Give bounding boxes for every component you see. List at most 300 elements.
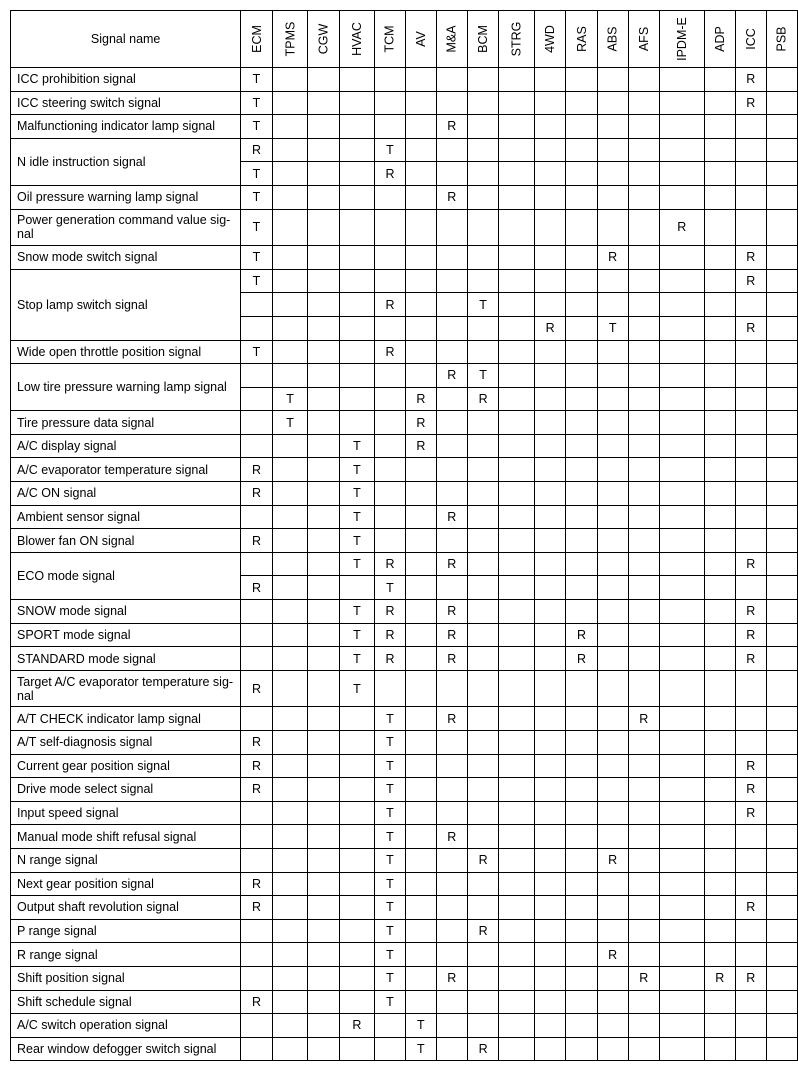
signal-value-cell: R: [735, 647, 766, 671]
signal-value-cell: [241, 364, 272, 388]
signal-value-cell: [628, 1014, 659, 1038]
signal-value-cell: [436, 340, 467, 364]
signal-value-cell: [628, 68, 659, 92]
signal-value-cell: [374, 68, 405, 92]
signal-value-cell: T: [374, 966, 405, 990]
signal-value-cell: [374, 458, 405, 482]
signal-value-cell: [766, 316, 797, 340]
signal-value-cell: [566, 966, 597, 990]
signal-value-cell: [499, 848, 535, 872]
column-header-label: AFS: [636, 26, 651, 52]
signal-value-cell: [499, 825, 535, 849]
signal-value-cell: [766, 246, 797, 270]
signal-value-cell: [628, 848, 659, 872]
signal-value-cell: [467, 670, 498, 707]
signal-value-cell: [704, 600, 735, 624]
table-row: [11, 1014, 798, 1038]
signal-value-cell: [535, 458, 566, 482]
signal-value-cell: [659, 707, 704, 731]
table-row: [11, 919, 798, 943]
signal-value-cell: [704, 411, 735, 435]
signal-value-cell: R: [467, 1037, 498, 1061]
signal-name-cell: Drive mode select signal: [11, 778, 241, 802]
signal-value-cell: [499, 1014, 535, 1038]
signal-value-cell: [597, 364, 628, 388]
signal-value-cell: [735, 707, 766, 731]
signal-value-cell: [628, 185, 659, 209]
signal-value-cell: [735, 919, 766, 943]
table-row: [11, 778, 798, 802]
signal-value-cell: R: [436, 623, 467, 647]
signal-value-cell: T: [597, 316, 628, 340]
signal-value-cell: [272, 623, 308, 647]
signal-value-cell: [374, 505, 405, 529]
signal-value-cell: [406, 576, 436, 600]
table-row: [11, 91, 798, 115]
signal-value-cell: [659, 316, 704, 340]
column-header-label: ECM: [249, 25, 264, 53]
table-row: [11, 68, 798, 92]
signal-value-cell: [659, 185, 704, 209]
signal-value-cell: R: [628, 966, 659, 990]
signal-value-cell: [535, 848, 566, 872]
signal-value-cell: [566, 600, 597, 624]
signal-value-cell: [735, 293, 766, 317]
signal-value-cell: T: [374, 990, 405, 1014]
signal-table-container: [10, 10, 798, 1061]
signal-value-cell: [659, 731, 704, 755]
signal-value-cell: [272, 1014, 308, 1038]
signal-value-cell: [308, 115, 340, 139]
signal-value-cell: [566, 505, 597, 529]
signal-value-cell: [659, 138, 704, 162]
signal-name-cell: ICC steering switch signal: [11, 91, 241, 115]
signal-value-cell: [374, 269, 405, 293]
signal-name-cell: Input speed signal: [11, 801, 241, 825]
signal-value-cell: [339, 209, 374, 246]
signal-value-cell: [467, 529, 498, 553]
signal-value-cell: [766, 293, 797, 317]
signal-name-cell: Rear window defogger switch signal: [11, 1037, 241, 1061]
signal-name-cell: N range signal: [11, 848, 241, 872]
signal-value-cell: [499, 209, 535, 246]
signal-value-cell: [704, 505, 735, 529]
signal-value-cell: [659, 966, 704, 990]
signal-value-cell: [766, 1037, 797, 1061]
signal-value-cell: [467, 411, 498, 435]
signal-value-cell: [436, 896, 467, 920]
signal-value-cell: [535, 505, 566, 529]
signal-value-cell: [499, 670, 535, 707]
signal-value-cell: [628, 825, 659, 849]
signal-name-cell: Current gear position signal: [11, 754, 241, 778]
signal-value-cell: R: [436, 115, 467, 139]
signal-value-cell: T: [241, 269, 272, 293]
signal-value-cell: [308, 482, 340, 506]
signal-value-cell: R: [241, 482, 272, 506]
column-header-label: HVAC: [349, 22, 364, 56]
signal-value-cell: [535, 529, 566, 553]
signal-value-cell: [566, 91, 597, 115]
signal-value-cell: [597, 1014, 628, 1038]
table-row: [11, 707, 798, 731]
table-row: [11, 848, 798, 872]
signal-value-cell: [704, 576, 735, 600]
signal-value-cell: [339, 115, 374, 139]
signal-value-cell: [735, 387, 766, 411]
signal-value-cell: [374, 434, 405, 458]
signal-value-cell: [467, 340, 498, 364]
signal-value-cell: [467, 115, 498, 139]
signal-value-cell: [467, 600, 498, 624]
signal-value-cell: [766, 919, 797, 943]
signal-value-cell: [628, 1037, 659, 1061]
signal-value-cell: [597, 340, 628, 364]
signal-table: [10, 10, 798, 1061]
signal-value-cell: [704, 943, 735, 967]
signal-name-cell: Wide open throttle position signal: [11, 340, 241, 364]
signal-value-cell: [406, 91, 436, 115]
signal-value-cell: [499, 943, 535, 967]
signal-value-cell: [241, 848, 272, 872]
signal-value-cell: [735, 670, 766, 707]
signal-value-cell: R: [704, 966, 735, 990]
signal-value-cell: R: [374, 647, 405, 671]
signal-value-cell: [628, 778, 659, 802]
signal-value-cell: [566, 1037, 597, 1061]
column-header-label: AV: [413, 31, 428, 47]
signal-value-cell: [628, 364, 659, 388]
signal-name-cell: Oil pressure warning lamp signal: [11, 185, 241, 209]
signal-value-cell: [566, 825, 597, 849]
signal-value-cell: [597, 600, 628, 624]
table-row: [11, 434, 798, 458]
column-header-label: RAS: [574, 26, 589, 52]
signal-value-cell: [499, 269, 535, 293]
signal-value-cell: [566, 411, 597, 435]
signal-value-cell: [272, 68, 308, 92]
signal-value-cell: [436, 246, 467, 270]
signal-value-cell: [308, 600, 340, 624]
signal-value-cell: T: [241, 162, 272, 186]
signal-value-cell: [467, 91, 498, 115]
signal-value-cell: [467, 162, 498, 186]
signal-value-cell: [308, 966, 340, 990]
signal-value-cell: [704, 623, 735, 647]
signal-value-cell: [406, 966, 436, 990]
signal-value-cell: [659, 505, 704, 529]
signal-name-cell: A/C switch operation signal: [11, 1014, 241, 1038]
signal-value-cell: R: [735, 68, 766, 92]
signal-value-cell: [499, 623, 535, 647]
signal-value-cell: R: [597, 246, 628, 270]
signal-value-cell: [535, 482, 566, 506]
signal-value-cell: [628, 505, 659, 529]
signal-value-cell: [535, 91, 566, 115]
table-row: [11, 943, 798, 967]
signal-value-cell: T: [374, 707, 405, 731]
signal-value-cell: [406, 825, 436, 849]
signal-value-cell: [766, 966, 797, 990]
signal-value-cell: [628, 91, 659, 115]
signal-value-cell: [535, 115, 566, 139]
signal-value-cell: [766, 943, 797, 967]
signal-name-cell: A/C evaporator temperature signal: [11, 458, 241, 482]
signal-value-cell: [467, 552, 498, 576]
signal-value-cell: [308, 848, 340, 872]
signal-value-cell: [308, 552, 340, 576]
signal-name-cell: Shift position signal: [11, 966, 241, 990]
signal-value-cell: T: [241, 185, 272, 209]
signal-value-cell: R: [374, 552, 405, 576]
signal-value-cell: [735, 340, 766, 364]
signal-value-cell: [704, 138, 735, 162]
signal-value-cell: [566, 990, 597, 1014]
signal-value-cell: [628, 529, 659, 553]
table-row: [11, 458, 798, 482]
signal-value-cell: [308, 872, 340, 896]
signal-name-header: Signal name: [11, 11, 241, 68]
signal-value-cell: [535, 162, 566, 186]
signal-value-cell: [467, 1014, 498, 1038]
signal-value-cell: [704, 670, 735, 707]
signal-value-cell: [704, 162, 735, 186]
signal-value-cell: [535, 576, 566, 600]
signal-value-cell: [272, 209, 308, 246]
column-header: [704, 11, 735, 68]
signal-value-cell: [766, 670, 797, 707]
signal-value-cell: [241, 919, 272, 943]
signal-value-cell: [406, 482, 436, 506]
signal-value-cell: T: [467, 293, 498, 317]
table-row: [11, 246, 798, 270]
signal-value-cell: [566, 68, 597, 92]
signal-value-cell: [406, 246, 436, 270]
column-header: [436, 11, 467, 68]
column-header: [272, 11, 308, 68]
signal-value-cell: [535, 293, 566, 317]
signal-value-cell: [735, 364, 766, 388]
signal-value-cell: [704, 68, 735, 92]
column-header: [566, 11, 597, 68]
signal-value-cell: [766, 138, 797, 162]
signal-value-cell: [566, 387, 597, 411]
signal-value-cell: [499, 434, 535, 458]
signal-value-cell: R: [241, 529, 272, 553]
signal-name-cell: Target A/C evaporator temperature sig- nal: [11, 670, 241, 707]
signal-value-cell: R: [241, 138, 272, 162]
signal-value-cell: [704, 316, 735, 340]
signal-value-cell: [704, 1037, 735, 1061]
signal-value-cell: [704, 647, 735, 671]
signal-value-cell: R: [467, 919, 498, 943]
signal-value-cell: [735, 1037, 766, 1061]
signal-value-cell: [436, 482, 467, 506]
column-header-label: IPDM-E: [674, 17, 689, 61]
signal-value-cell: [467, 825, 498, 849]
signal-value-cell: [499, 458, 535, 482]
signal-value-cell: [535, 623, 566, 647]
signal-value-cell: [272, 1037, 308, 1061]
signal-value-cell: [339, 340, 374, 364]
signal-value-cell: [597, 68, 628, 92]
signal-value-cell: T: [374, 576, 405, 600]
signal-value-cell: R: [436, 647, 467, 671]
signal-value-cell: [766, 647, 797, 671]
signal-value-cell: [499, 707, 535, 731]
signal-value-cell: [628, 434, 659, 458]
signal-value-cell: [735, 872, 766, 896]
table-row: [11, 966, 798, 990]
signal-value-cell: T: [339, 647, 374, 671]
column-header: [735, 11, 766, 68]
signal-value-cell: [406, 896, 436, 920]
signal-value-cell: [467, 209, 498, 246]
table-row: [11, 364, 798, 388]
signal-value-cell: [406, 731, 436, 755]
signal-value-cell: R: [597, 943, 628, 967]
table-row: [11, 801, 798, 825]
signal-value-cell: [766, 801, 797, 825]
signal-value-cell: [704, 185, 735, 209]
signal-value-cell: [308, 623, 340, 647]
signal-value-cell: R: [436, 966, 467, 990]
signal-value-cell: [272, 919, 308, 943]
column-header-label: ICC: [743, 28, 758, 50]
signal-value-cell: [499, 647, 535, 671]
signal-value-cell: [566, 801, 597, 825]
signal-value-cell: [535, 707, 566, 731]
signal-value-cell: T: [272, 387, 308, 411]
signal-value-cell: [272, 269, 308, 293]
signal-value-cell: [241, 600, 272, 624]
signal-value-cell: [628, 872, 659, 896]
signal-value-cell: [339, 1037, 374, 1061]
signal-value-cell: [535, 68, 566, 92]
signal-value-cell: [566, 529, 597, 553]
signal-value-cell: [436, 1014, 467, 1038]
signal-value-cell: [766, 505, 797, 529]
signal-value-cell: [339, 825, 374, 849]
signal-value-cell: T: [241, 91, 272, 115]
signal-value-cell: [566, 731, 597, 755]
signal-value-cell: R: [735, 801, 766, 825]
signal-value-cell: [272, 778, 308, 802]
signal-name-cell: Blower fan ON signal: [11, 529, 241, 553]
signal-value-cell: [535, 1014, 566, 1038]
signal-value-cell: [735, 458, 766, 482]
signal-value-cell: [566, 316, 597, 340]
signal-value-cell: [374, 670, 405, 707]
signal-value-cell: [499, 387, 535, 411]
signal-value-cell: [766, 707, 797, 731]
signal-value-cell: [628, 269, 659, 293]
signal-value-cell: R: [735, 966, 766, 990]
signal-value-cell: [766, 600, 797, 624]
signal-name-cell: STANDARD mode signal: [11, 647, 241, 671]
table-row: [11, 670, 798, 707]
signal-value-cell: [436, 269, 467, 293]
signal-value-cell: R: [735, 269, 766, 293]
signal-value-cell: [272, 990, 308, 1014]
signal-value-cell: [659, 434, 704, 458]
signal-value-cell: [535, 209, 566, 246]
signal-value-cell: [628, 943, 659, 967]
signal-value-cell: R: [735, 91, 766, 115]
signal-value-cell: [308, 185, 340, 209]
signal-value-cell: [704, 529, 735, 553]
signal-value-cell: [628, 458, 659, 482]
signal-value-cell: [272, 162, 308, 186]
signal-value-cell: [241, 411, 272, 435]
signal-value-cell: [535, 801, 566, 825]
table-row: [11, 505, 798, 529]
signal-value-cell: [308, 91, 340, 115]
signal-value-cell: R: [241, 576, 272, 600]
signal-value-cell: [467, 269, 498, 293]
signal-value-cell: T: [374, 825, 405, 849]
signal-value-cell: R: [735, 623, 766, 647]
signal-value-cell: R: [735, 246, 766, 270]
signal-value-cell: [436, 1037, 467, 1061]
signal-value-cell: [272, 529, 308, 553]
signal-value-cell: R: [339, 1014, 374, 1038]
signal-value-cell: [308, 411, 340, 435]
table-row: [11, 990, 798, 1014]
signal-value-cell: [597, 434, 628, 458]
signal-name-cell: Snow mode switch signal: [11, 246, 241, 270]
column-header: [597, 11, 628, 68]
signal-value-cell: [597, 707, 628, 731]
signal-value-cell: [597, 269, 628, 293]
signal-value-cell: T: [339, 600, 374, 624]
signal-value-cell: [628, 316, 659, 340]
signal-value-cell: [597, 896, 628, 920]
signal-value-cell: [339, 364, 374, 388]
signal-value-cell: [597, 185, 628, 209]
signal-value-cell: [766, 990, 797, 1014]
signal-value-cell: [659, 1014, 704, 1038]
signal-value-cell: [597, 1037, 628, 1061]
signal-value-cell: [308, 801, 340, 825]
signal-value-cell: [704, 269, 735, 293]
signal-value-cell: [597, 576, 628, 600]
signal-name-cell: Ambient sensor signal: [11, 505, 241, 529]
signal-value-cell: R: [374, 600, 405, 624]
signal-value-cell: T: [374, 801, 405, 825]
signal-value-cell: T: [374, 919, 405, 943]
signal-value-cell: [406, 115, 436, 139]
signal-value-cell: [735, 185, 766, 209]
signal-value-cell: [339, 68, 374, 92]
column-header-label: BCM: [476, 25, 491, 53]
signal-value-cell: R: [735, 600, 766, 624]
signal-value-cell: [467, 576, 498, 600]
signal-value-cell: [406, 919, 436, 943]
signal-name-cell: R range signal: [11, 943, 241, 967]
signal-value-cell: [499, 731, 535, 755]
signal-value-cell: [339, 966, 374, 990]
signal-value-cell: [566, 246, 597, 270]
signal-value-cell: R: [566, 647, 597, 671]
signal-name-cell: Power generation command value sig- nal: [11, 209, 241, 246]
signal-value-cell: [704, 209, 735, 246]
signal-value-cell: [597, 552, 628, 576]
signal-value-cell: T: [272, 411, 308, 435]
signal-value-cell: [766, 162, 797, 186]
signal-value-cell: [659, 482, 704, 506]
signal-value-cell: [766, 754, 797, 778]
